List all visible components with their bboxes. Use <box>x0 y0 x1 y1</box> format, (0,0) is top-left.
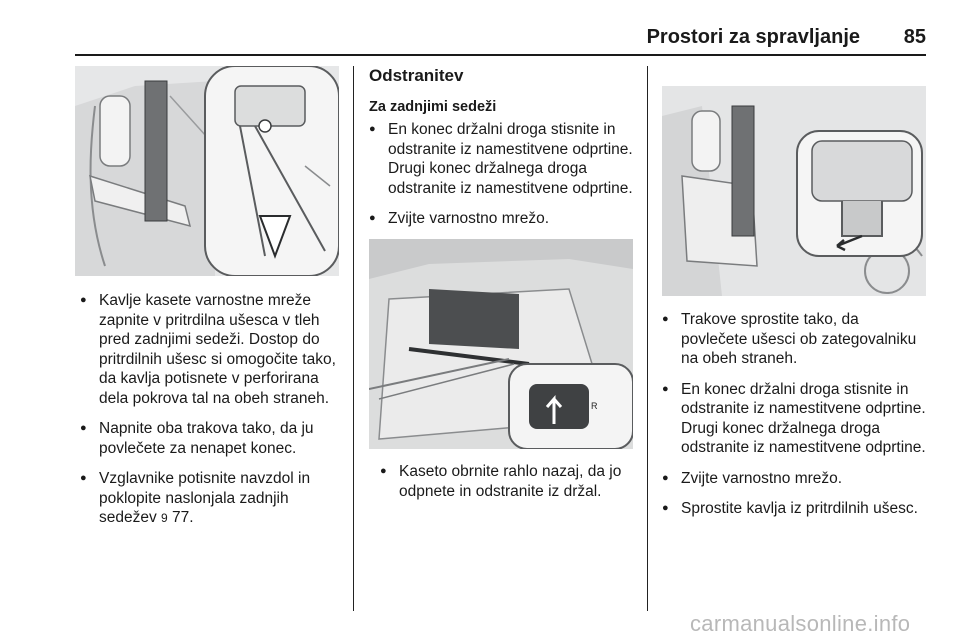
list-item-text-tail: sedežev <box>99 509 157 526</box>
figure-front-seats <box>662 86 926 296</box>
list-item <box>80 469 350 529</box>
figure-net-hooks <box>75 66 339 276</box>
figure-front-seats-illustration <box>662 86 926 296</box>
list-item: ● Trakove sprostite tako, da povlečete ušesci ob zategovalniku na obeh straneh. <box>662 310 927 369</box>
list-item: ● Zvijte varnostno mrežo. <box>369 209 637 229</box>
page-title: Prostori za spravljanje <box>646 26 860 48</box>
bullet-list-removal-front <box>662 310 927 519</box>
column-2-text <box>369 66 637 240</box>
bullet-list-installation <box>80 291 350 529</box>
column-divider-1 <box>353 66 354 611</box>
list-item: ● Zvijte varnostno mrežo. <box>662 469 927 489</box>
list-item: ● En konec držalni droga stisnite in odstranite iz namestitvene odprtine. Drugi konec držalnega droga odstranite iz namestitvene odprtine. <box>662 380 927 458</box>
list-item-text: Vzglavnike potisnite navzdol in poklopite naslonjala zadnjih <box>99 470 311 507</box>
figure-cassette <box>369 239 633 449</box>
list-item: ● Sprostite kavlja iz pritrdilnih ušesc. <box>662 499 927 519</box>
list-item: ● Kavlje kasete varnostne mreže zapnite v pritrdilna ušesca v tleh pred zadnjimi sedeži. Dostop do pritrdilnih ušesc si omogočite tako, da kavlja potisnete v perforirana dela pokrova tal na obeh straneh. <box>80 291 350 408</box>
header-rule <box>75 54 926 56</box>
page-reference-arrow-icon: 9 <box>161 511 168 525</box>
section-heading: Odstranitev <box>369 66 464 85</box>
page-number: 85 <box>903 26 926 48</box>
list-item: ● En konec držalni droga stisnite in odstranite iz namestitvene odprtine. Drugi konec držalnega droga odstranite iz namestitvene odprtine. <box>369 120 637 198</box>
bullet-list-removal-rear <box>369 120 637 229</box>
column-2-text-lower <box>380 462 638 512</box>
page-reference-link[interactable]: 77. <box>172 509 194 526</box>
column-1-text <box>80 291 350 540</box>
column-3-text <box>662 310 927 530</box>
list-item: ● Kaseto obrnite rahlo nazaj, da jo odpnete in odstranite iz držal. <box>380 462 638 501</box>
column-divider-2 <box>647 66 648 611</box>
watermark: carmanualsonline.info <box>690 611 911 636</box>
figure-cassette-illustration <box>369 239 633 449</box>
bullet-list-removal-cassette <box>380 462 638 501</box>
subsection-heading: Za zadnjimi sedeži <box>369 98 497 115</box>
figure-net-hooks-illustration <box>75 66 339 276</box>
figure-label: R <box>591 401 598 411</box>
list-item: ● Napnite oba trakova tako, da ju povlečete za nenapet konec. <box>80 419 350 458</box>
